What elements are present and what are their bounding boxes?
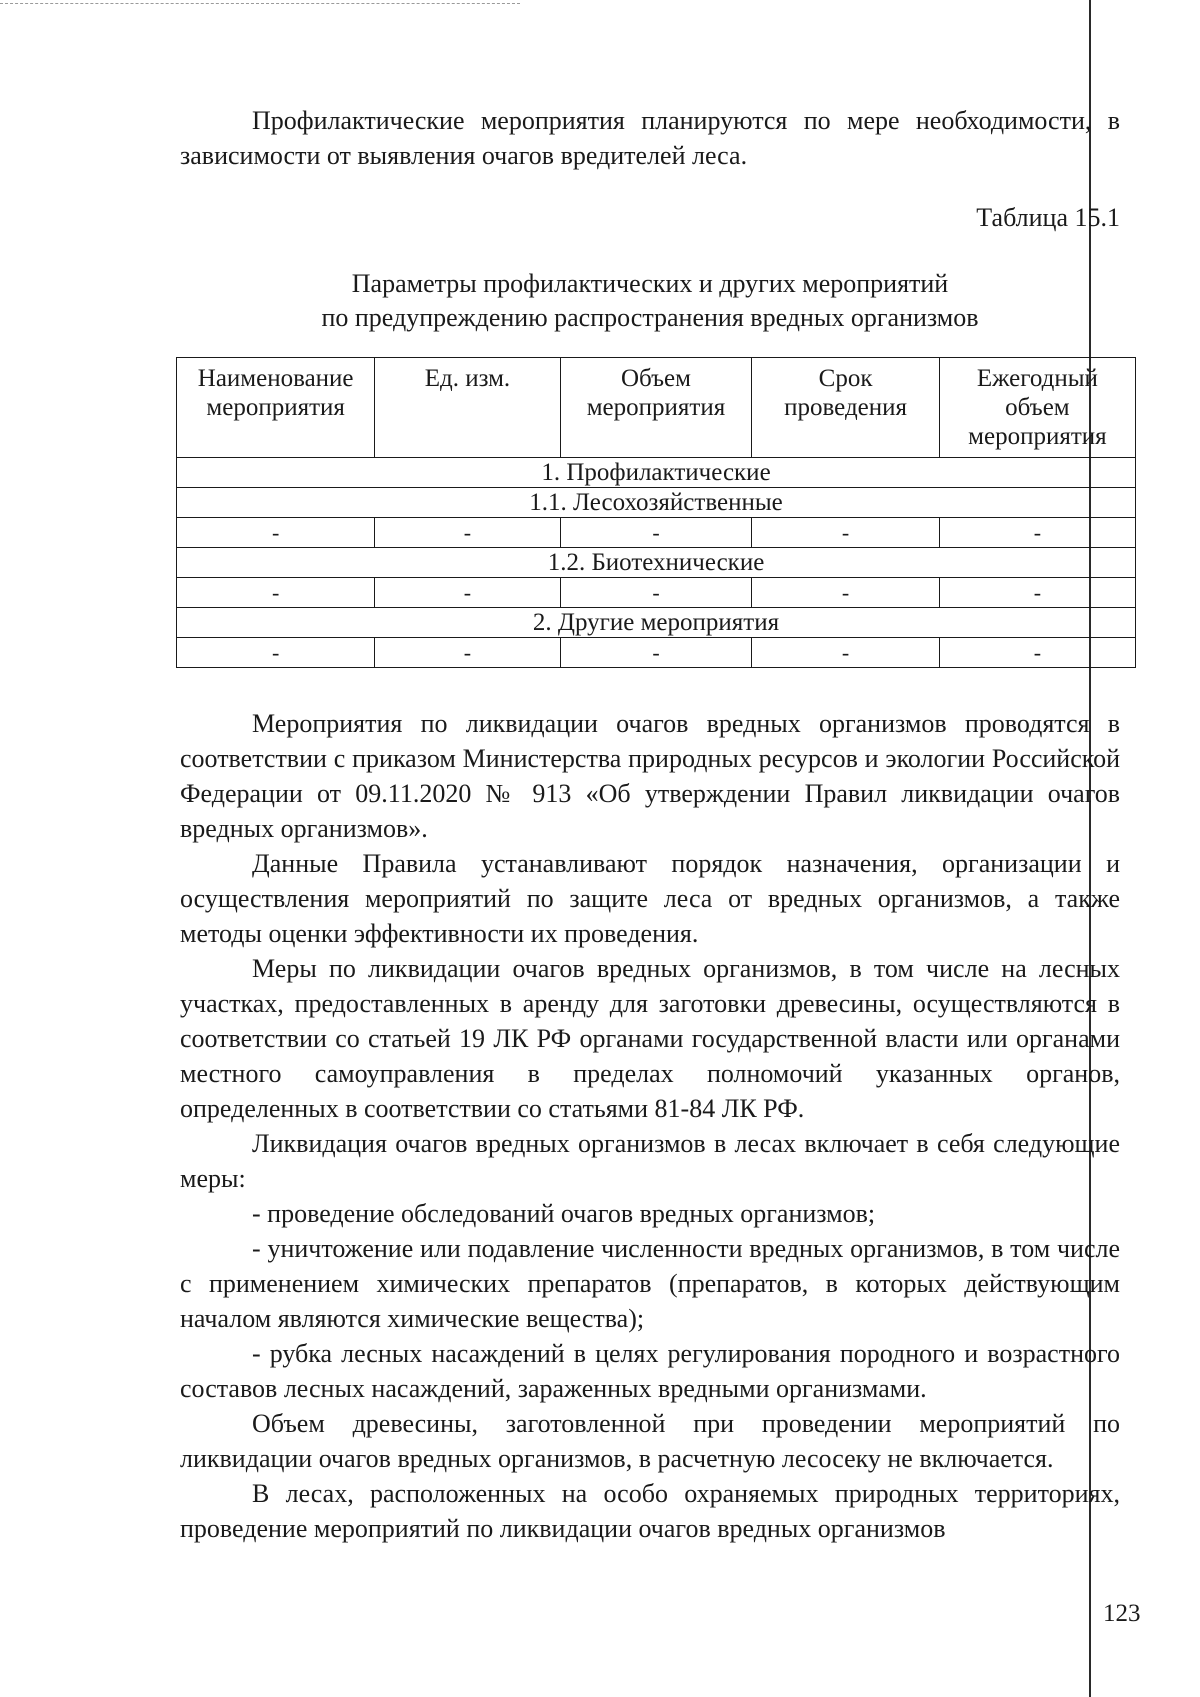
page-number: 123 xyxy=(1103,1600,1141,1627)
table-row xyxy=(177,578,1136,608)
table-cell: - xyxy=(939,518,1135,548)
table-cell: - xyxy=(177,518,375,548)
section-row xyxy=(177,608,1136,638)
body-paragraph: Объем древесины, заготовленной при проведении мероприятий по ликвидации очагов вредных организмов, в расчетную лесосеку не включается. xyxy=(180,1409,1120,1473)
table-cell: - xyxy=(752,638,939,668)
table-cell: - xyxy=(560,638,752,668)
scan-edge-line xyxy=(0,3,520,4)
body-text xyxy=(180,706,1120,1546)
body-paragraph: Ликвидация очагов вредных организмов в лесах включает в себя следующие меры: xyxy=(180,1129,1120,1193)
table-cell: - xyxy=(375,578,560,608)
header-unit: Ед. изм. xyxy=(375,358,560,458)
table-cell: - xyxy=(560,518,752,548)
body-paragraph: Мероприятия по ликвидации очагов вредных организмов проводятся в соответствии с приказом Министерства природных ресурсов и экологии Российской Федерации от 09.11.2020 № 913 «Об утверждении Правил ликвидации очагов вредных организмов». xyxy=(180,709,1120,843)
section-other: 2. Другие мероприятия xyxy=(177,608,1136,638)
header-term: Срок проведения xyxy=(752,358,939,458)
section-row xyxy=(177,548,1136,578)
table-title xyxy=(180,267,1120,335)
list-item: - уничтожение или подавление численности вредных организмов, в том числе с применением химических препаратов (препаратов, в которых действующим началом являются химические вещества); xyxy=(180,1234,1120,1333)
table-cell: - xyxy=(177,578,375,608)
body-paragraph: Данные Правила устанавливают порядок назначения, организации и осуществления мероприятий по защите леса от вредных организмов, а также методы оценки эффективности их проведения. xyxy=(180,849,1120,948)
table-cell: - xyxy=(752,518,939,548)
table-cell: - xyxy=(752,578,939,608)
table-row xyxy=(177,638,1136,668)
table-cell: - xyxy=(375,518,560,548)
table-cell: - xyxy=(939,578,1135,608)
body-paragraph: В лесах, расположенных на особо охраняемых природных территориях, проведение мероприятий по ликвидации очагов вредных организмов xyxy=(180,1479,1120,1543)
section-row xyxy=(177,488,1136,518)
header-name: Наименование мероприятия xyxy=(177,358,375,458)
body-paragraph: Меры по ликвидации очагов вредных организмов, в том числе на лесных участках, предоставленных в аренду для заготовки древесины, осуществляются в соответствии со статьей 19 ЛК РФ органами государственной власти или органами местного самоуправления в пределах полномочий указанных органов, определенных в соответствии со статьями 81-84 ЛК РФ. xyxy=(180,954,1120,1123)
table-cell: - xyxy=(177,638,375,668)
table-title-line-1: Параметры профилактических и других мероприятий xyxy=(351,269,949,298)
table-cell: - xyxy=(939,638,1135,668)
table-cell: - xyxy=(560,578,752,608)
list-item: - рубка лесных насаждений в целях регулирования породного и возрастного составов лесных насаждений, зараженных вредными организмами. xyxy=(180,1339,1120,1403)
table-cell: - xyxy=(375,638,560,668)
intro-paragraph: Профилактические мероприятия планируются по мере необходимости, в зависимости от выявления очагов вредителей леса. xyxy=(180,106,1120,170)
header-volume: Объем мероприятия xyxy=(560,358,752,458)
table-row xyxy=(177,518,1136,548)
section-biotechnical: 1.2. Биотехнические xyxy=(177,548,1136,578)
table-title-line-2: по предупреждению распространения вредных организмов xyxy=(321,303,979,332)
list-item: - проведение обследований очагов вредных организмов; xyxy=(252,1199,876,1228)
section-row xyxy=(177,458,1136,488)
document-page xyxy=(180,103,1120,1546)
section-preventive: 1. Профилактические xyxy=(177,458,1136,488)
section-forestry: 1.1. Лесохозяйственные xyxy=(177,488,1136,518)
parameters-table xyxy=(176,357,1136,668)
header-annual-volume: Ежегодный объем мероприятия xyxy=(939,358,1135,458)
table-header-row xyxy=(177,358,1136,458)
table-number: Таблица 15.1 xyxy=(976,203,1120,232)
